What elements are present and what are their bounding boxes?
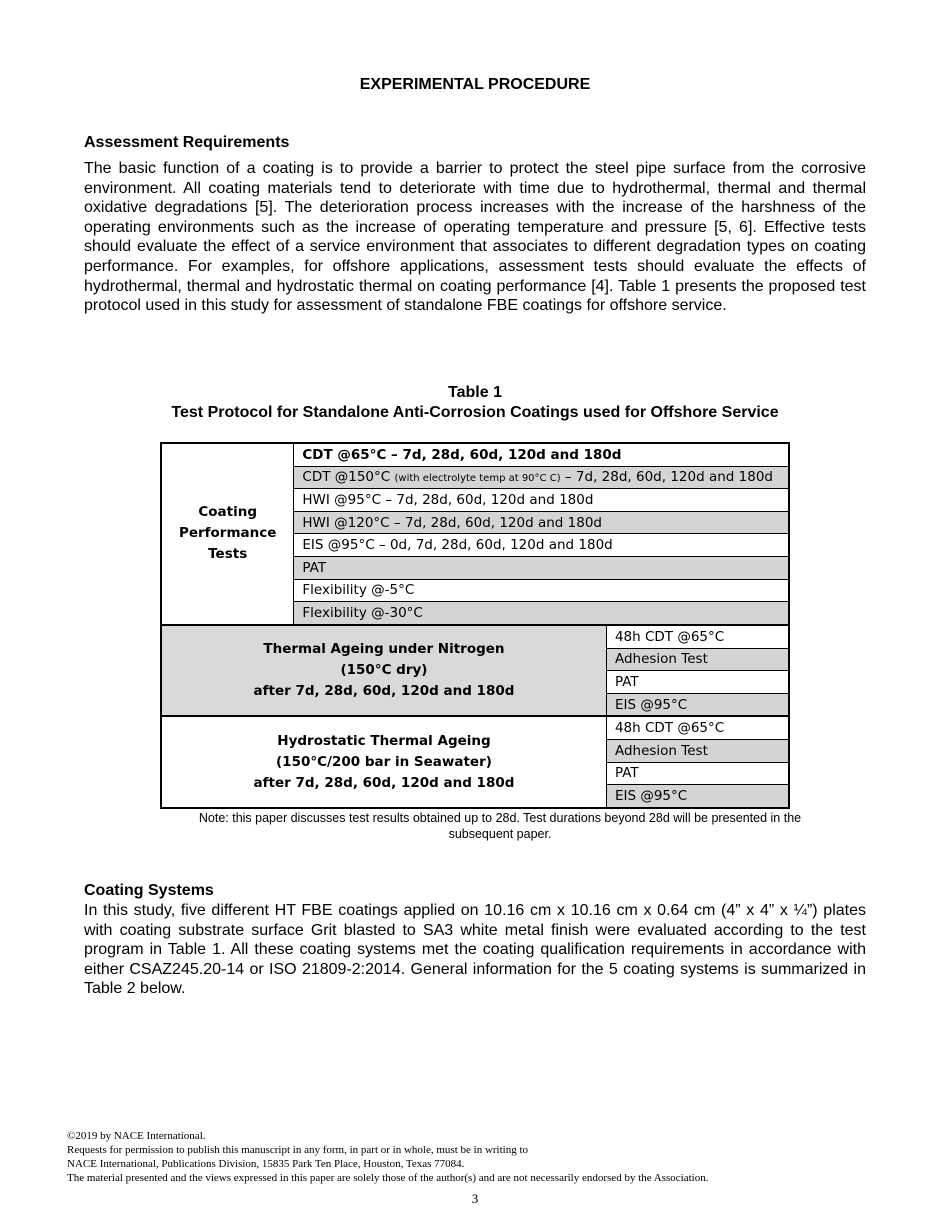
footer-line: Requests for permission to publish this manuscript in any form, in part or in whole, must be in writing to [67,1144,529,1156]
coating-systems-paragraph: In this study, five different HT FBE coatings applied on 10.16 cm x 10.16 cm x 0.64 cm (4” x 4” x ¼”) plates with coating substrate surface Grit blasted to SA3 white metal finish were evaluated according to the test program in Table 1. All these coating systems met the coating qualification requirements in accordance with either CSAZ245.20-14 or ISO 21809-2:2014. General information for the 5 coating systems is summarized in Table 2 below. [84,902,866,998]
test-cell: CDT @65°C – 7d, 28d, 60d, 120d and 180d [294,443,789,466]
table-row [161,716,789,739]
test-cell: PAT [606,671,789,694]
label-line: Hydrostatic Thermal Ageing [277,732,491,749]
coating-performance-tests-label [161,443,294,625]
test-protocol-table [160,442,790,809]
label-line: after 7d, 28d, 60d, 120d and 180d [253,774,515,791]
label-line: Thermal Ageing under Nitrogen [263,641,505,658]
table-note [150,810,850,842]
test-cell: Adhesion Test [606,648,789,671]
test-cell: PAT [606,762,789,785]
table1-label: Table 1 [448,384,502,401]
test-text: – 7d, 28d, 60d, 120d and 180d [560,469,773,486]
label-line: (150°C dry) [340,662,428,679]
assessment-paragraph: The basic function of a coating is to provide a barrier to protect the steel pipe surface from the corrosive environment. All coating materials tend to deteriorate with time due to hydrothermal, thermal and thermal oxidative degradations [5]. The deterioration process increases with the increase of the harshness of the operating environments such as the increase of operating temperature and pressure [5, 6]. Effective tests should evaluate the effect of a service environment that associates to different degradation types on coating performance. For examples, for offshore applications, assessment tests should evaluate the effects of hydrothermal, thermal and hydrostatic thermal on coating performance [4]. Table 1 presents the proposed test protocol used in this study for assessment of standalone FBE coatings for offshore service. [84,160,866,315]
test-cell: 48h CDT @65°C [606,625,789,648]
hydrostatic-thermal-ageing-label [161,716,606,808]
test-cell [294,466,789,489]
test-cell: Flexibility @-5°C [294,579,789,602]
label-line: Tests [208,546,248,563]
note-line: subsequent paper. [448,827,552,841]
table-row [161,443,789,466]
test-cell: EIS @95°C [606,785,789,808]
label-line: Coating [198,504,258,521]
footer-line: The material presented and the views expressed in this paper are solely those of the author(s) and are not necessarily endorsed by the Association. [67,1172,709,1184]
thermal-ageing-nitrogen-label [161,625,606,717]
label-line: after 7d, 28d, 60d, 120d and 180d [253,683,515,700]
test-text-small: (with electrolyte temp at 90°C C) [394,473,561,485]
test-cell: HWI @95°C – 7d, 28d, 60d, 120d and 180d [294,489,789,512]
assessment-heading: Assessment Requirements [84,134,290,151]
footer-line: ©2019 by NACE International. [67,1130,206,1142]
page-title: EXPERIMENTAL PROCEDURE [359,76,591,93]
test-cell: EIS @95°C [606,693,789,716]
test-cell: Flexibility @-30°C [294,602,789,625]
footer-line: NACE International, Publications Division, 15835 Park Ten Place, Houston, Texas 77084. [67,1158,465,1170]
coating-systems-heading: Coating Systems [84,882,214,899]
copyright-footer [67,1129,708,1185]
table1-caption: Test Protocol for Standalone Anti-Corrosion Coatings used for Offshore Service [171,404,779,421]
label-line: Performance [178,525,277,542]
test-cell: HWI @120°C – 7d, 28d, 60d, 120d and 180d [294,511,789,534]
test-text: CDT @150°C [302,469,395,486]
test-cell: EIS @95°C – 0d, 7d, 28d, 60d, 120d and 180d [294,534,789,557]
test-cell: PAT [294,557,789,580]
label-line: (150°C/200 bar in Seawater) [276,753,492,770]
page-number: 3 [471,1191,479,1206]
note-line: Note: this paper discusses test results obtained up to 28d. Test durations beyond 28d will be presented in the [198,811,802,825]
table-row [161,625,789,648]
test-cell: 48h CDT @65°C [606,716,789,739]
test-cell: Adhesion Test [606,740,789,763]
